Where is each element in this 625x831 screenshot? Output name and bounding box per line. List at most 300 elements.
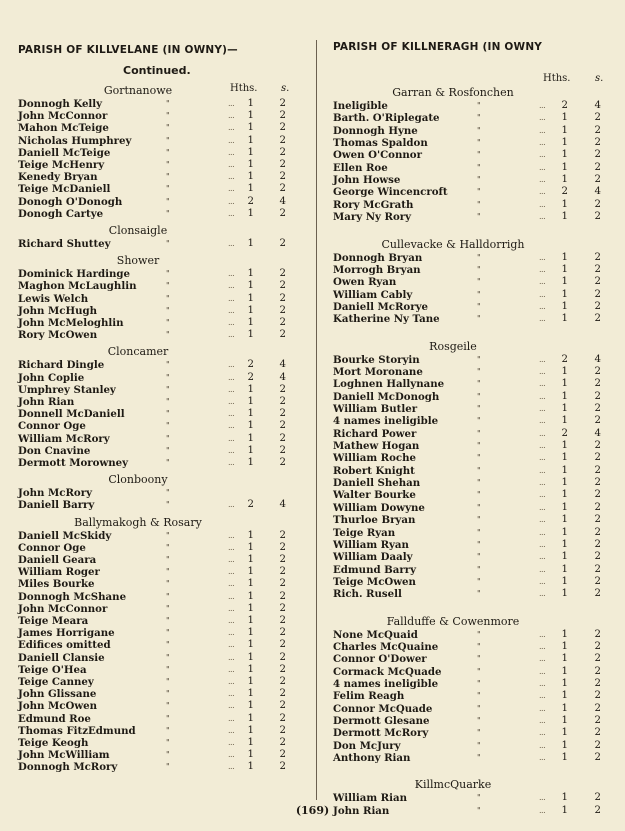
entry-name: Edifices omitted xyxy=(18,639,111,652)
leader-dots: ... xyxy=(228,372,235,382)
ditto-mark: " xyxy=(477,441,481,451)
table-row xyxy=(333,313,613,325)
entry-name: Daniell Clansie xyxy=(18,651,105,664)
shillings-amount: 2 xyxy=(594,137,601,149)
ditto-mark: " xyxy=(166,652,170,662)
table-row xyxy=(18,639,298,651)
entry-name: Donnell McDaniell xyxy=(18,408,125,421)
table-row xyxy=(18,238,298,250)
table-row xyxy=(18,196,298,208)
leader-dots: ... xyxy=(539,199,546,209)
shillings-amount: 2 xyxy=(594,112,601,124)
hearths-count: 1 xyxy=(561,263,568,275)
shillings-amount: 2 xyxy=(594,161,601,173)
leader-dots: ... xyxy=(228,603,235,613)
entry-name: Teige McHenry xyxy=(18,159,105,171)
leader-dots: ... xyxy=(539,716,546,726)
entry-name: Donnogh Hyne xyxy=(333,124,418,137)
ditto-mark: " xyxy=(166,701,170,711)
hearths-count: 1 xyxy=(247,554,254,565)
leader-dots: ... xyxy=(228,542,235,552)
ditto-mark: " xyxy=(166,135,170,145)
table-row xyxy=(333,289,613,301)
ditto-mark: " xyxy=(166,239,170,248)
leader-dots: ... xyxy=(228,689,235,699)
hearths-count: 1 xyxy=(247,317,254,328)
shillings-amount: 2 xyxy=(594,804,601,816)
hearths-count: 1 xyxy=(247,615,254,626)
ditto-mark: " xyxy=(166,111,170,121)
shillings-amount: 2 xyxy=(594,263,601,275)
hearths-count: 1 xyxy=(561,489,568,501)
ditto-mark: " xyxy=(166,725,170,735)
hearths-count: 1 xyxy=(561,739,568,751)
entry-name: Umphrey Stanley xyxy=(18,383,116,396)
table-row xyxy=(18,700,298,712)
entry-name: William Roger xyxy=(18,566,100,579)
shillings-amount: 2 xyxy=(279,396,286,407)
hearths-count: 1 xyxy=(247,761,254,773)
entry-name: George Wincencroft xyxy=(333,186,448,199)
hearths-count: 1 xyxy=(561,575,568,587)
hearths-count: 1 xyxy=(561,149,568,161)
ditto-mark: " xyxy=(166,184,170,194)
table-row xyxy=(333,378,613,390)
hearths-count: 1 xyxy=(561,464,568,476)
ditto-mark: " xyxy=(166,269,170,279)
shillings-amount: 2 xyxy=(594,489,601,501)
table-row xyxy=(18,591,298,603)
entry-name: Walter Bourke xyxy=(333,489,416,502)
shillings-amount: 2 xyxy=(279,639,286,651)
hearths-count: 1 xyxy=(247,627,254,639)
leader-dots: ... xyxy=(228,713,235,723)
hearths-count: 2 xyxy=(247,195,254,207)
table-row xyxy=(333,440,613,452)
leader-dots: ... xyxy=(228,293,235,303)
ditto-mark: " xyxy=(166,591,170,601)
table-row xyxy=(333,678,613,690)
leader-dots: ... xyxy=(539,564,546,574)
leader-dots: ... xyxy=(539,703,546,713)
section-heading: Gortnanowe xyxy=(103,84,173,97)
shillings-amount: 2 xyxy=(279,566,286,578)
hearths-count: 1 xyxy=(247,98,254,109)
table-row xyxy=(333,653,613,665)
section-heading: Cullevacke & Halldorrigh xyxy=(381,237,525,251)
hearths-count: 1 xyxy=(561,804,568,816)
entry-name: Donnogh McRory xyxy=(18,761,118,774)
ditto-mark: " xyxy=(166,677,170,686)
leader-dots: ... xyxy=(228,269,235,279)
col-s-header: s. xyxy=(281,83,290,94)
hearths-count: 1 xyxy=(561,514,568,526)
hearths-count: 1 xyxy=(247,183,254,195)
leader-dots: ... xyxy=(539,478,546,488)
leader-dots: ... xyxy=(228,616,235,625)
hearths-count: 1 xyxy=(561,653,568,665)
leader-dots: ... xyxy=(228,305,235,315)
table-row xyxy=(18,268,298,280)
shillings-amount: 2 xyxy=(279,676,286,687)
ditto-mark: " xyxy=(477,679,481,688)
shillings-amount: 2 xyxy=(594,300,601,312)
hearths-count: 1 xyxy=(247,724,254,736)
hearths-count: 1 xyxy=(247,329,254,341)
ditto-mark: " xyxy=(477,527,481,537)
table-row xyxy=(333,690,613,702)
hearths-count: 2 xyxy=(247,359,254,371)
entry-name: Teige Canney xyxy=(18,676,94,688)
entry-name: Edmund Roe xyxy=(18,712,91,725)
hearths-count: 1 xyxy=(247,134,254,146)
table-row xyxy=(18,652,298,664)
shillings-amount: 2 xyxy=(279,292,286,304)
hearths-count: 1 xyxy=(561,211,568,223)
entry-name: Mahon McTeige xyxy=(18,122,109,135)
ditto-mark: " xyxy=(477,716,481,726)
entry-name: John McRory xyxy=(18,487,93,500)
entry-name: John McOwen xyxy=(18,700,97,713)
shillings-amount: 2 xyxy=(594,563,601,575)
hearths-count: 1 xyxy=(561,251,568,263)
table-row xyxy=(333,100,613,112)
hearths-count: 1 xyxy=(561,124,568,136)
entry-name: Richard Dingle xyxy=(18,359,105,372)
shillings-amount: 2 xyxy=(594,440,601,452)
hearths-count: 1 xyxy=(247,383,254,395)
ditto-mark: " xyxy=(477,453,481,463)
table-row xyxy=(18,110,298,122)
leader-dots: ... xyxy=(539,805,546,815)
leader-dots: ... xyxy=(539,150,546,160)
table-row xyxy=(18,359,298,371)
hearths-count: 1 xyxy=(247,238,254,249)
entry-name: Kenedy Bryan xyxy=(18,171,98,184)
col-hths-header: Hths. xyxy=(543,73,571,84)
entry-name: Daniell McTeige xyxy=(18,146,111,159)
leader-dots: ... xyxy=(228,652,235,662)
leader-dots: ... xyxy=(228,239,235,248)
hearths-count: 1 xyxy=(561,452,568,464)
table-row xyxy=(18,420,298,432)
shillings-amount: 2 xyxy=(594,415,601,427)
leader-dots: ... xyxy=(539,366,546,376)
table-row xyxy=(18,499,298,511)
entry-name: Daniell McRorye xyxy=(333,300,428,313)
table-row xyxy=(333,186,613,198)
table-row xyxy=(333,588,613,600)
shillings-amount: 2 xyxy=(594,551,601,563)
ditto-mark: " xyxy=(477,416,481,426)
section-heading: Ballymakogh & Rosary xyxy=(74,515,202,529)
table-row xyxy=(18,737,298,749)
table-row xyxy=(18,445,298,457)
entry-name: Rory McOwen xyxy=(18,329,98,342)
table-row xyxy=(333,366,613,378)
hearths-count: 1 xyxy=(247,408,254,420)
shillings-amount: 2 xyxy=(594,365,601,377)
entry-name: John Rian xyxy=(18,396,75,408)
ditto-mark: " xyxy=(166,208,170,218)
table-row xyxy=(333,715,613,727)
table-row xyxy=(333,752,613,764)
shillings-amount: 2 xyxy=(279,554,286,565)
shillings-amount: 2 xyxy=(279,737,286,748)
shillings-amount: 2 xyxy=(594,313,601,325)
entry-name: Dermott McRory xyxy=(333,727,429,740)
leader-dots: ... xyxy=(228,111,235,121)
hearths-count: 1 xyxy=(247,396,254,407)
table-row xyxy=(333,514,613,526)
entry-name: John Glissane xyxy=(18,688,97,701)
ditto-mark: " xyxy=(477,391,481,401)
hearths-count: 1 xyxy=(561,563,568,575)
hearths-count: 1 xyxy=(247,304,254,316)
leader-dots: ... xyxy=(539,691,546,701)
table-row xyxy=(18,676,298,688)
entry-name: Katherine Ny Tane xyxy=(333,313,440,326)
entry-name: Felim Reagh xyxy=(333,690,405,703)
shillings-amount: 2 xyxy=(594,702,601,714)
shillings-amount: 2 xyxy=(279,183,286,195)
shillings-amount: 2 xyxy=(594,752,601,764)
page-number: (169) xyxy=(295,804,330,817)
table-row xyxy=(333,564,613,576)
hearths-count: 1 xyxy=(247,639,254,651)
leader-dots: ... xyxy=(539,354,546,364)
entry-name: Miles Bourke xyxy=(18,578,95,591)
table-row xyxy=(18,329,298,341)
table-row xyxy=(18,603,298,615)
shillings-amount: 2 xyxy=(279,712,286,724)
ditto-mark: " xyxy=(166,360,170,370)
shillings-amount: 2 xyxy=(279,761,286,773)
ditto-mark: " xyxy=(166,123,170,133)
shillings-amount: 2 xyxy=(594,464,601,476)
ditto-mark: " xyxy=(477,465,481,475)
hearths-count: 1 xyxy=(561,501,568,513)
leader-dots: ... xyxy=(539,490,546,500)
leader-dots: ... xyxy=(539,252,546,262)
table-row xyxy=(18,408,298,420)
table-row xyxy=(333,415,613,427)
entry-name: John McWilliam xyxy=(18,749,110,762)
hearths-count: 1 xyxy=(561,588,568,600)
ditto-mark: " xyxy=(166,318,170,327)
leader-dots: ... xyxy=(539,212,546,222)
hearths-count: 1 xyxy=(561,174,568,186)
ditto-mark: " xyxy=(477,478,481,488)
ditto-mark: " xyxy=(166,160,170,169)
hearths-count: 1 xyxy=(247,122,254,134)
entry-name: William Cably xyxy=(333,288,413,301)
shillings-amount: 4 xyxy=(594,186,601,198)
leader-dots: ... xyxy=(539,539,546,549)
entry-name: Dermott Morowney xyxy=(18,457,129,469)
shillings-amount: 2 xyxy=(279,408,286,420)
leader-dots: ... xyxy=(539,465,546,475)
entry-name: Daniell Barry xyxy=(18,499,95,512)
shillings-amount: 2 xyxy=(279,98,286,109)
hearths-count: 1 xyxy=(561,702,568,714)
shillings-amount: 2 xyxy=(279,432,286,444)
hearths-count: 1 xyxy=(247,737,254,748)
table-row xyxy=(333,465,613,477)
leader-dots: ... xyxy=(539,264,546,274)
shillings-amount: 2 xyxy=(279,578,286,590)
hearths-count: 1 xyxy=(561,640,568,652)
entry-name: Teige O'Hea xyxy=(18,663,87,676)
ditto-mark: " xyxy=(477,150,481,160)
leader-dots: ... xyxy=(539,666,546,676)
section-heading: Clonboony xyxy=(108,473,168,487)
leader-dots: ... xyxy=(228,330,235,340)
ditto-mark: " xyxy=(166,330,170,340)
table-row xyxy=(333,477,613,489)
hearths-count: 1 xyxy=(247,146,254,158)
table-row xyxy=(18,627,298,639)
entry-name: Barth. O'Riplegate xyxy=(333,112,440,125)
entry-name: Mort Moronane xyxy=(333,365,423,378)
hearths-count: 1 xyxy=(561,390,568,402)
entry-name: William Ryan xyxy=(333,538,409,551)
ditto-mark: " xyxy=(477,366,481,376)
section-heading: Shower xyxy=(116,254,160,268)
table-row xyxy=(333,112,613,124)
leader-dots: ... xyxy=(539,314,546,324)
ditto-mark: " xyxy=(477,691,481,701)
ditto-mark: " xyxy=(166,689,170,699)
hearths-count: 2 xyxy=(561,353,568,365)
hearths-count: 1 xyxy=(247,529,254,541)
entry-name: Thomas Spaldon xyxy=(333,137,428,150)
table-row xyxy=(18,578,298,590)
shillings-amount: 4 xyxy=(594,427,601,439)
entry-name: Connor Oge xyxy=(18,420,86,433)
table-row xyxy=(18,122,298,134)
leader-dots: ... xyxy=(539,175,546,185)
hearths-count: 1 xyxy=(561,276,568,288)
ditto-mark: " xyxy=(477,101,481,110)
leader-dots: ... xyxy=(228,500,235,510)
leader-dots: ... xyxy=(228,421,235,431)
entry-name: John McConnor xyxy=(18,602,108,615)
parish-title: PARISH OF KILLNERAGH (IN OWNY xyxy=(333,41,543,53)
section-heading: Clonsaigle xyxy=(108,224,168,237)
entry-name: Rory McGrath xyxy=(333,198,414,211)
ditto-mark: " xyxy=(477,113,481,123)
ditto-mark: " xyxy=(477,212,481,222)
col-s-header: s. xyxy=(595,73,604,84)
leader-dots: ... xyxy=(228,433,235,443)
table-row xyxy=(18,293,298,305)
ditto-mark: " xyxy=(477,379,481,389)
hearths-count: 1 xyxy=(561,792,568,804)
shillings-amount: 2 xyxy=(594,792,601,804)
hearths-count: 1 xyxy=(247,207,254,219)
hearths-count: 1 xyxy=(561,526,568,538)
table-row xyxy=(333,137,613,149)
leader-dots: ... xyxy=(228,360,235,370)
parish-title: PARISH OF KILLVELANE (IN OWNY)— xyxy=(18,44,238,56)
table-row xyxy=(18,542,298,554)
section-heading: Rosgeile xyxy=(429,339,477,353)
entry-name: Charles McQuaine xyxy=(333,640,439,653)
section-heading: KillmcQuarke xyxy=(414,778,492,792)
ditto-mark: " xyxy=(166,500,170,510)
shillings-amount: 2 xyxy=(279,444,286,456)
hearths-count: 2 xyxy=(561,100,568,111)
leader-dots: ... xyxy=(539,654,546,664)
leader-dots: ... xyxy=(539,379,546,389)
shillings-amount: 2 xyxy=(594,739,601,751)
shillings-amount: 2 xyxy=(279,304,286,316)
shillings-amount: 2 xyxy=(594,452,601,464)
leader-dots: ... xyxy=(228,664,235,674)
hearths-count: 1 xyxy=(561,313,568,325)
table-row xyxy=(18,372,298,384)
leader-dots: ... xyxy=(228,99,235,108)
table-row xyxy=(18,761,298,773)
hearths-count: 1 xyxy=(561,690,568,702)
table-row xyxy=(333,703,613,715)
hearths-count: 1 xyxy=(247,457,254,468)
hearths-count: 1 xyxy=(247,444,254,456)
ditto-mark: " xyxy=(477,703,481,713)
shillings-amount: 2 xyxy=(279,280,286,292)
leader-dots: ... xyxy=(228,591,235,601)
leader-dots: ... xyxy=(539,641,546,651)
entry-name: William Dowyne xyxy=(333,501,425,514)
table-row xyxy=(18,280,298,292)
ditto-mark: " xyxy=(166,664,170,674)
col-hths-header: Hths. xyxy=(230,83,258,94)
leader-dots: ... xyxy=(539,428,546,438)
section-heading: Cloncamer xyxy=(107,345,169,359)
hearths-count: 2 xyxy=(561,427,568,439)
table-row xyxy=(18,171,298,183)
hearths-count: 1 xyxy=(247,688,254,700)
shillings-amount: 2 xyxy=(594,211,601,223)
ditto-mark: " xyxy=(166,530,170,540)
ditto-mark: " xyxy=(477,805,481,815)
hearths-count: 1 xyxy=(561,678,568,689)
ditto-mark: " xyxy=(477,264,481,274)
ditto-mark: " xyxy=(477,404,481,413)
shillings-amount: 2 xyxy=(279,529,286,541)
table-row xyxy=(18,384,298,396)
leader-dots: ... xyxy=(539,629,546,639)
entry-name: Connor O'Dower xyxy=(333,653,427,666)
leader-dots: ... xyxy=(539,277,546,287)
shillings-amount: 2 xyxy=(279,724,286,736)
table-row xyxy=(333,740,613,752)
shillings-amount: 2 xyxy=(279,268,286,280)
leader-dots: ... xyxy=(539,289,546,299)
leader-dots: ... xyxy=(228,725,235,735)
entry-name: Cormack McQuade xyxy=(333,665,442,678)
entry-name: John McMeloghlin xyxy=(18,317,124,329)
hearths-count: 1 xyxy=(561,665,568,677)
table-row xyxy=(333,576,613,588)
leader-dots: ... xyxy=(228,184,235,194)
leader-dots: ... xyxy=(228,281,235,291)
entry-name: Edmund Barry xyxy=(333,563,417,576)
shillings-amount: 2 xyxy=(594,477,601,489)
hearths-count: 1 xyxy=(561,752,568,764)
entry-name: Mathew Hogan xyxy=(333,440,420,453)
